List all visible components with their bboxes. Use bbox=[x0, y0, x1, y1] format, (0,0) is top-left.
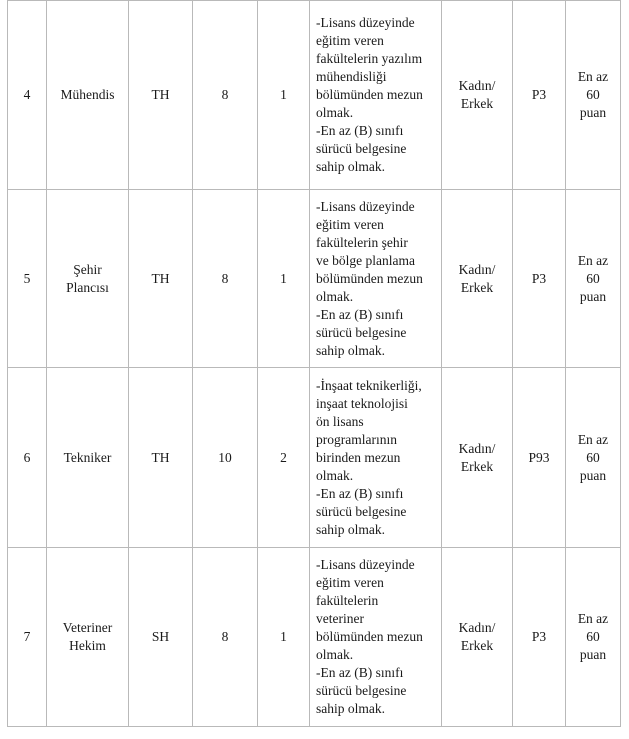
requirement-line: olmak. bbox=[316, 288, 354, 304]
position-title-line: Hekim bbox=[69, 638, 106, 653]
requirement-line: ön lisans bbox=[316, 413, 364, 429]
minimum-score-line: 60 bbox=[586, 449, 600, 465]
positions-table bbox=[7, 0, 621, 727]
score-type: P3 bbox=[513, 190, 566, 368]
requirement-line: eğitim veren bbox=[316, 33, 384, 48]
requirement-line: ve bölge planlama bbox=[316, 252, 415, 268]
requirements bbox=[310, 190, 442, 368]
requirements bbox=[310, 1, 442, 190]
requirement-line: veteriner bbox=[316, 611, 364, 626]
requirement-line: -En az (B) sınıfı bbox=[316, 665, 404, 680]
gender-line: Erkek bbox=[460, 279, 494, 295]
position-title-line: Veteriner bbox=[62, 620, 113, 635]
gender-line: Erkek bbox=[460, 458, 494, 474]
minimum-score-line: En az bbox=[577, 69, 609, 84]
position-title-line: Şehir bbox=[73, 261, 102, 277]
requirement-line: olmak. bbox=[316, 647, 354, 662]
requirement-line: mühendisliği bbox=[316, 69, 387, 84]
requirement-line: sürücü belgesine bbox=[316, 324, 407, 340]
table-row bbox=[8, 190, 621, 368]
minimum-score-line: puan bbox=[579, 467, 607, 483]
minimum-score-line: En az bbox=[577, 252, 609, 268]
requirement-line: -En az (B) sınıfı bbox=[316, 123, 404, 138]
position-title bbox=[47, 1, 129, 190]
table-row bbox=[8, 548, 621, 727]
minimum-score-line: 60 bbox=[586, 629, 600, 644]
minimum-score bbox=[566, 1, 621, 190]
row-number: 4 bbox=[8, 1, 47, 190]
gender bbox=[442, 190, 513, 368]
requirements bbox=[310, 368, 442, 548]
minimum-score bbox=[566, 190, 621, 368]
minimum-score bbox=[566, 548, 621, 727]
row-number: 6 bbox=[8, 368, 47, 548]
requirement-line: -En az (B) sınıfı bbox=[316, 306, 404, 322]
requirement-line: programlarının bbox=[316, 431, 397, 447]
gender-line: Kadın/ bbox=[458, 440, 496, 456]
table-row bbox=[8, 1, 621, 190]
requirement-line: olmak. bbox=[316, 105, 354, 120]
requirement-line: olmak. bbox=[316, 467, 354, 483]
position-count: 1 bbox=[258, 190, 310, 368]
requirement-line: birinden mezun bbox=[316, 449, 401, 465]
minimum-score-line: puan bbox=[579, 288, 607, 304]
requirement-line: -Lisans düzeyinde bbox=[316, 557, 415, 572]
minimum-score-line: 60 bbox=[586, 270, 600, 286]
requirement-line: eğitim veren bbox=[316, 575, 384, 590]
position-title bbox=[47, 548, 129, 727]
requirements bbox=[310, 548, 442, 727]
employment-status: SH bbox=[129, 548, 193, 727]
requirement-line: inşaat teknolojisi bbox=[316, 395, 408, 411]
gender-line: Kadın/ bbox=[458, 620, 496, 635]
minimum-score-line: En az bbox=[577, 611, 609, 626]
minimum-score-line: 60 bbox=[586, 87, 600, 102]
gender-line: Erkek bbox=[460, 638, 494, 653]
position-title bbox=[47, 190, 129, 368]
employment-status: TH bbox=[129, 1, 193, 190]
gender bbox=[442, 368, 513, 548]
requirement-line: bölümünden mezun bbox=[316, 270, 423, 286]
position-count: 1 bbox=[258, 1, 310, 190]
minimum-score-line: puan bbox=[579, 647, 607, 662]
grade: 8 bbox=[193, 190, 258, 368]
position-title-line: Plancısı bbox=[66, 279, 109, 295]
requirement-line: sahip olmak. bbox=[316, 342, 385, 358]
requirement-line: sürücü belgesine bbox=[316, 503, 407, 519]
gender bbox=[442, 548, 513, 727]
requirement-line: -En az (B) sınıfı bbox=[316, 485, 404, 501]
minimum-score-line: puan bbox=[579, 105, 607, 120]
row-number: 5 bbox=[8, 190, 47, 368]
table-row bbox=[8, 368, 621, 548]
requirement-line: bölümünden mezun bbox=[316, 87, 423, 102]
gender-line: Kadın/ bbox=[458, 261, 496, 277]
position-count: 2 bbox=[258, 368, 310, 548]
position-title-line: Tekniker bbox=[63, 449, 112, 465]
requirement-line: -Lisans düzeyinde bbox=[316, 15, 415, 30]
requirement-line: -İnşaat teknikerliği, bbox=[316, 377, 422, 393]
gender-line: Erkek bbox=[460, 96, 494, 111]
row-number: 7 bbox=[8, 548, 47, 727]
requirement-line: fakültelerin yazılım bbox=[316, 51, 423, 66]
gender-line: Kadın/ bbox=[458, 78, 496, 93]
requirement-line: fakültelerin şehir bbox=[316, 234, 408, 250]
grade: 8 bbox=[193, 1, 258, 190]
requirement-line: sahip olmak. bbox=[316, 701, 385, 716]
employment-status: TH bbox=[129, 368, 193, 548]
score-type: P93 bbox=[513, 368, 566, 548]
position-count: 1 bbox=[258, 548, 310, 727]
requirement-line: sahip olmak. bbox=[316, 159, 385, 174]
minimum-score-line: En az bbox=[577, 431, 609, 447]
gender bbox=[442, 1, 513, 190]
requirement-line: fakültelerin bbox=[316, 593, 379, 608]
minimum-score bbox=[566, 368, 621, 548]
score-type: P3 bbox=[513, 548, 566, 727]
grade: 10 bbox=[193, 368, 258, 548]
score-type: P3 bbox=[513, 1, 566, 190]
requirement-line: bölümünden mezun bbox=[316, 629, 423, 644]
position-title bbox=[47, 368, 129, 548]
requirement-line: sürücü belgesine bbox=[316, 141, 407, 156]
requirement-line: sahip olmak. bbox=[316, 521, 385, 537]
grade: 8 bbox=[193, 548, 258, 727]
requirement-line: -Lisans düzeyinde bbox=[316, 198, 415, 214]
requirement-line: sürücü belgesine bbox=[316, 683, 407, 698]
requirement-line: eğitim veren bbox=[316, 216, 384, 232]
employment-status: TH bbox=[129, 190, 193, 368]
position-title-line: Mühendis bbox=[60, 87, 115, 102]
